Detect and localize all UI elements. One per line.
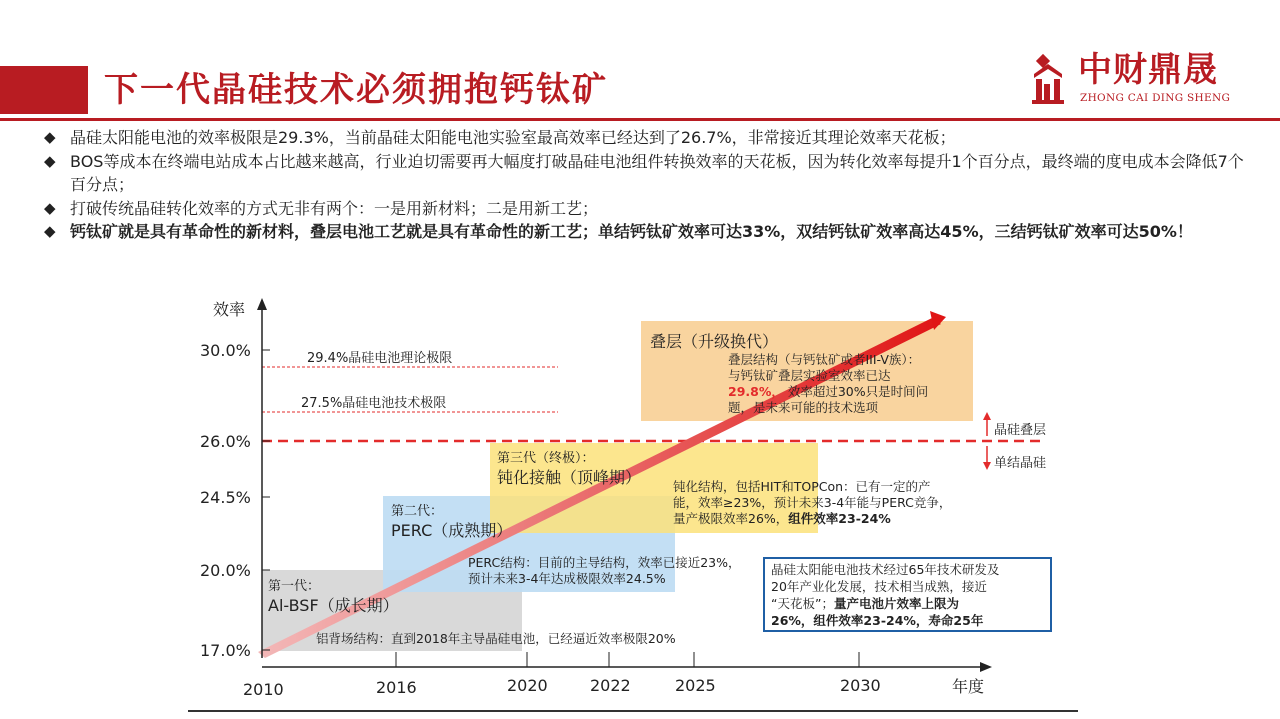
- logo-subtitle: ZHONG CAI DING SHENG: [1080, 92, 1231, 104]
- footer-divider: [188, 710, 1078, 712]
- stage2-title: PERC（成熟期）: [391, 521, 513, 540]
- stage2-gen-label: 第二代：: [391, 504, 444, 519]
- stage3-desc-line: 钝化结构，包括HIT和TOPCon：已有一定的产: [673, 479, 931, 494]
- note-part: “天花板”；: [771, 596, 834, 611]
- x-tick-label: 2016: [376, 678, 417, 697]
- stage1-gen-label: 第一代：: [268, 579, 321, 594]
- diamond-icon: ◆: [44, 151, 56, 170]
- y-tick-label: 24.5%: [200, 488, 251, 507]
- stage3-desc-part: 量产极限效率26%，: [673, 511, 789, 526]
- page-title: 下一代晶硅技术必须拥抱钙钛矿: [104, 70, 608, 110]
- stage4-desc-line: 叠层结构（与钙钛矿或者III-V族）：: [728, 352, 921, 367]
- stage3-desc-line: [673, 511, 951, 527]
- x-tick-label: 2010: [243, 680, 284, 699]
- stage1-title: Al-BSF（成长期）: [268, 596, 399, 615]
- note-line: 26%，组件效率23-24%，寿命25年: [771, 613, 984, 628]
- note-line: [771, 595, 1044, 612]
- tech-limit-label: 27.5%晶硅电池技术极限: [301, 396, 447, 411]
- y-tick-label: 17.0%: [200, 641, 251, 660]
- diamond-icon: ◆: [44, 222, 56, 240]
- note-bold: 量产电池片效率上限为: [833, 596, 959, 611]
- y-tick-label: 20.0%: [200, 561, 251, 580]
- x-tick-label: 2030: [840, 676, 881, 695]
- y-tick-label: 26.0%: [200, 432, 251, 451]
- note-line: 晶硅太阳能电池技术经过65年技术研发及: [771, 562, 1000, 577]
- diamond-icon: ◆: [44, 128, 56, 146]
- stage2-desc-line: PERC结构：目前的主导结构，效率已接近23%，: [468, 555, 741, 570]
- stage3-desc-line: 能，效率≥23%，预计未来3-4年能与PERC竞争，: [673, 495, 952, 510]
- stage4-desc-part: 效率超过30%只是时间问: [783, 384, 929, 399]
- bullet-text: 打破传统晶硅转化效率的方式无非有两个：一是用新材料；二是用新工艺；: [70, 198, 599, 218]
- tandem-label: 晶硅叠层: [994, 423, 1047, 438]
- bullet-text: BOS等成本在终端电站成本占比越来越高，行业迫切需要再大幅度打破晶硅电池组件转换效率的天花板，因为转化效率每提升1个百分点，最终端的度电成本会降低7个百分点；: [70, 151, 1244, 194]
- stage4-desc-line: [728, 384, 928, 400]
- x-tick-label: 2020: [507, 676, 548, 695]
- bullet-text: 钙钛矿就是具有革命性的新材料，叠层电池工艺就是具有革命性的新工艺；单结钙钛矿效率可达33%，双结钙钛矿效率高达45%，三结钙钛矿效率可达50%！: [70, 222, 1193, 241]
- theory-limit-label: 29.4%晶硅电池理论极限: [307, 351, 453, 366]
- stage4-desc-highlight: 29.8%，: [728, 384, 784, 399]
- x-tick-label: 2022: [590, 676, 631, 695]
- note-line: 20年产业化发展，技术相当成熟，接近: [771, 579, 987, 594]
- x-axis-label: 年度: [952, 677, 985, 696]
- summary-note-box: [763, 557, 1052, 632]
- y-tick-label: 30.0%: [200, 341, 251, 360]
- diamond-icon: ◆: [44, 198, 56, 217]
- up-arrow-icon: [983, 412, 991, 420]
- stage3-title: 钝化接触（顶峰期）: [497, 468, 642, 487]
- down-arrow-icon: [983, 462, 991, 470]
- y-axis-label: 效率: [213, 300, 246, 319]
- y-axis-arrow-icon: [257, 298, 267, 310]
- stage3-desc: [673, 479, 951, 527]
- stage1-desc: 铝背场结构：直到2018年主导晶硅电池，已经逼近效率极限20%: [316, 631, 676, 646]
- x-axis-arrow-icon: [980, 662, 992, 672]
- stage3-gen-label: 第三代（终极）：: [497, 451, 595, 466]
- stage4-desc: [728, 352, 928, 416]
- stage4-desc-line: 与钙钛矿叠层实验室效率已达: [728, 368, 891, 383]
- stage2-desc-line: 预计未来3-4年达成极限效率24.5%: [468, 571, 666, 586]
- stage4-title: 叠层（升级换代）: [650, 332, 779, 351]
- bullet-text: 晶硅太阳能电池的效率极限是29.3%，当前晶硅太阳能电池实验室最高效率已经达到了26.7%，非常接近其理论效率天花板；: [70, 128, 956, 147]
- x-tick-label: 2025: [675, 676, 716, 695]
- stage4-desc-line: 题，是未来可能的技术选项: [728, 400, 879, 415]
- stage3-desc-bold: 组件效率23-24%: [788, 511, 891, 526]
- single-junction-label: 单结晶硅: [994, 456, 1047, 471]
- logo-name: 中财鼎晟: [1078, 50, 1218, 90]
- stage2-desc: [468, 555, 741, 587]
